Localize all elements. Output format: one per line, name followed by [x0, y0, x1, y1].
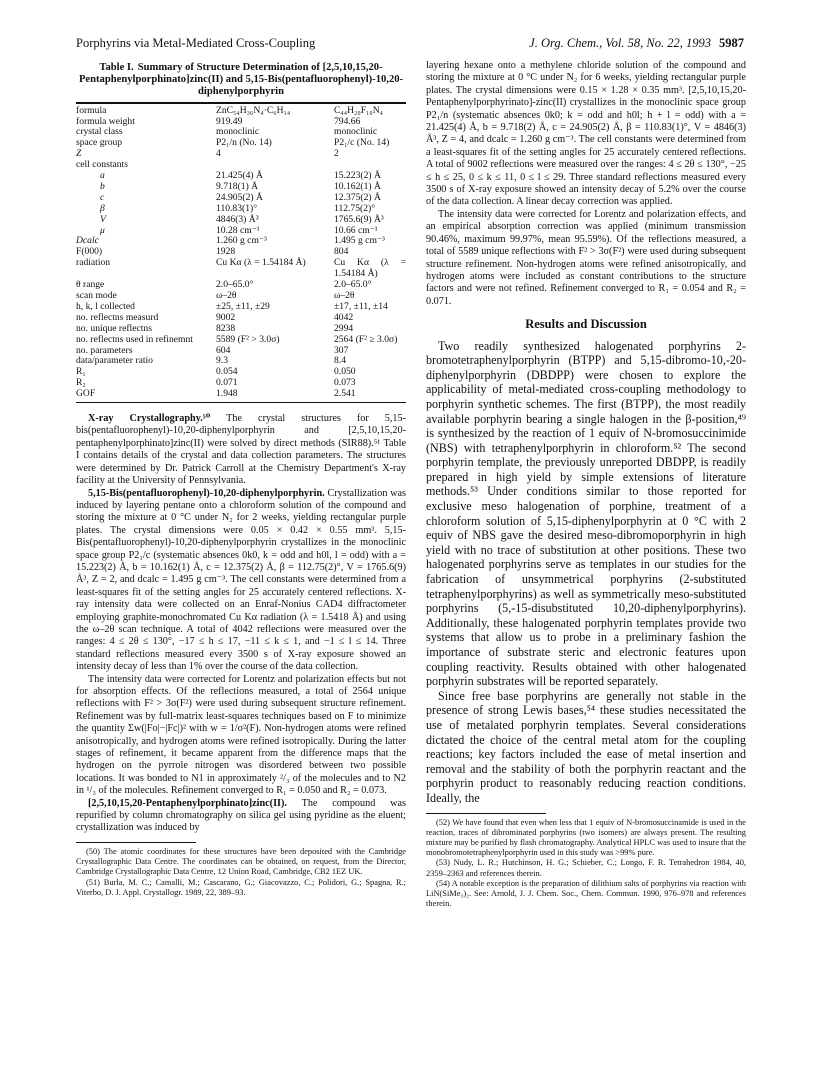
zinc-value: ±25, ±11, ±29 — [216, 300, 270, 312]
right-column — [426, 60, 746, 909]
row-label: h, k, l collected — [76, 300, 135, 312]
footnote-51: (51) Burla, M. C.; Camalli, M.; Cascarano, G.; Giacovazzo, C.; Polidori, G.; Spagna, R.; Viterbo, D. J. Appl. Crystallogr. 1989, 22, 389–93. — [76, 877, 406, 897]
table-row — [76, 236, 406, 247]
bispfp-paragraph — [76, 488, 406, 674]
row-label: data/parameter ratio — [76, 355, 153, 367]
table-row — [76, 324, 406, 335]
row-label: θ range — [76, 279, 105, 291]
running-head-journal — [529, 36, 744, 51]
zinc-value: 4 — [216, 148, 221, 160]
table-top-rule — [76, 102, 406, 104]
zinc-value: Cu Kα (λ = 1.54184 Å) — [216, 257, 306, 269]
free-base-value: ω–2θ — [334, 290, 355, 302]
refinement-paragraph: The intensity data were corrected for Lorentz and polarization effects but not for absorption effects. Of the reflections measured, a total of 2564 unique reflections with F² > 3σ(F²) were used during subsequent structure refinement. Refinement was by full-matrix least-squares techniques based on F to minimize the quantity Σw(|Fo|−|Fc|)² with w = 1/σ²(F). Non-hydrogen atoms were refined anisotropically, and hydrogen atoms were refined isotropically. During the latter stages of refinement, it became apparent from the difference maps that the hydrogen on the pyrrole nitrogen was disordered between two possible locations. It was bonded to N1 in approximately ²/₃ of the molecules and to N2 in ¹/₃ of the molecules. Refinement converged to R₁ = 0.050 and R₂ = 0.073. — [76, 673, 406, 797]
free-base-value: 307 — [334, 344, 349, 356]
free-base-value: C₄₄H₂₀F₁₀N₄ — [334, 104, 384, 116]
zinc-value: 24.905(2) Å — [216, 191, 263, 203]
xray-paragraph — [76, 413, 406, 487]
free-base-value: 112.75(2)° — [334, 202, 376, 214]
zinc-value: 919.49 — [216, 115, 243, 127]
zinc-value: ω–2θ — [216, 290, 237, 302]
free-base-value: monoclinic — [334, 126, 378, 138]
zinc-value: 4846(3) Å³ — [216, 213, 259, 225]
left-column — [76, 60, 406, 898]
free-base-value: 1.495 g cm⁻³ — [334, 235, 385, 247]
free-base-value: 2564 (F² ≥ 3.0σ) — [334, 333, 398, 345]
zinc-value: 5589 (F² > 3.0σ) — [216, 333, 280, 345]
free-base-value: 804 — [334, 246, 349, 258]
results-paragraph-1: Two readily synthesized halogenated porphyrins 2-bromotetraphenylporphyrin (BTPP) and 5,15-dibromo-10,-20-diphenylporphyrin (DBDPP) were chosen to explore the applicability of metal-mediated cross-coupling methodology to porphyrin synthetic schemes. The first (BTPP), the most readily available porphyrin bearing a single halogen in the β-position,⁴⁹ is synthesized by the reaction of 1 equiv of N-bromosuccinimide (NBS) with tetraphenylporphyrin in chloroform.⁵² The second porphyrin template, the previously unreported DBDPP, is readily prepared in high yield by simple extensions of literature methods.⁵³ Under conditions similar to those reported for exclusive meso halogenation of porphine, treatment of a chloroform solution of 5,15-diphenylporphyrin at 0 °C with 2 equiv of NBS gave the desired meso-dibromoporphyrin in high yield with no trace of substitution at other positions. These two halogenated porphyrins serve as templates in our studies for the fabrication of unsymmetrical porphyrins (2-substituted tetraphenylporphyrins) as well as symmetrically meso-substituted porphyrins (5,-15-disubstituted 10,20-diphenylporphyrins). Additionally, these halogenated porphyrin templates provide two systems that allow us to probe in a preliminary fashion the importance of substrate steric and electronic features upon coupling reactivity. Results obtained with other halogenated porphyrin substrates will be reported separately. — [426, 338, 746, 689]
znpp-continued-paragraph: layering hexane onto a methylene chloride solution of the compound and storing the mixture at 0 °C under N₂ for 6 weeks, yielding rectangular purple plates. The crystal dimensions were 0.15 × 1.28 × 0.35 mm³. [2,5,10,15,20-Pentaphenylporphyrinato]-zinc(II) crystallizes in the monoclinic space group P2₁/n (systematic absences 0k0; k = odd and h0l; h + l = odd) with a = 21.425(4) Å, b = 9.718(2) Å, c = 24.905(2) Å, β = 110.83(1)°, V = 4846(3) Å³, Z = 4, and dcalc = 1.260 g cm⁻³. The cell constants were determined from a least-squares fit of the setting angles for 25 accurately centered reflections. A total of 9002 reflections were measured over the ranges: 4 ≤ 2θ ≤ 130°, −25 ≤ h ≤ 25, 0 ≤ k ≤ 11, 0 ≤ l ≤ 29. Three standard reflections measured every 3500 s of X-ray exposure showed an intensity decay of 5.2% over the course of the data collection. A linear decay correction was applied. — [426, 60, 746, 208]
table-row — [76, 215, 406, 226]
row-label: GOF — [76, 388, 96, 400]
zinc-value: 0.071 — [216, 377, 238, 389]
row-label: Dcalc — [76, 235, 99, 247]
zinc-value: 9.3 — [216, 355, 228, 367]
row-label: formula weight — [76, 115, 135, 127]
xray-body: The crystal structures for 5,15-bis(pentafluorophenyl)-10,20-diphenylporphyrin and [2,5,10,15,20-pentaphenylporphinato]zinc(II) were solved by direct methods (SIR88).⁵¹ Table I contains details of the crystal and data collection parameters. The structures were determined by Dr. Patrick Carroll at the Chemistry Department's X-ray facility at the University of Pennsylvania. — [76, 413, 406, 487]
zinc-value: 2.0–65.0° — [216, 279, 254, 291]
free-base-value: 2.0–65.0° — [334, 279, 372, 291]
row-label: F(000) — [76, 246, 103, 258]
zinc-value: 604 — [216, 344, 231, 356]
running-head-title: Porphyrins via Metal-Mediated Cross-Coupling — [76, 36, 316, 50]
znpp-heading: [2,5,10,15,20-Pentaphenylporphinato]zinc(II). — [88, 797, 287, 809]
zinc-value: monoclinic — [216, 126, 260, 138]
row-label: Z — [76, 148, 82, 160]
zinc-value: 21.425(4) Å — [216, 170, 263, 182]
footnote-53: (53) Nudy, L. R.; Hutchinson, H. G.; Schieber, C.; Longo, F. R. Tetrahedron 1984, 40, 2359–2363 and references therein. — [426, 858, 746, 878]
row-label: c — [100, 191, 105, 203]
table-row — [76, 138, 406, 149]
crystal-data-table — [76, 106, 406, 400]
results-paragraph-2: Since free base porphyrins are generally not stable in the presence of strong Lewis bases,⁵⁴ these studies necessitated the use of metalated porphyrin templates. Several considerations dictated the choice of the central metal atom for the coupling reactions; key factors included the ease of metal insertion and removal and the stability of both the porphyrin reactant and the porphyrin product to reasonably reducing reaction conditions. Ideally, the — [426, 688, 746, 805]
row-label: μ — [100, 224, 105, 236]
zinc-value: 0.054 — [216, 366, 238, 378]
zinc-value: 9002 — [216, 311, 236, 323]
bispfp-heading: 5,15-Bis(pentafluorophenyl)-10,20-diphenylporphyrin. — [88, 487, 325, 499]
table-row — [76, 280, 406, 291]
free-base-value: P2₁/c (No. 14) — [334, 137, 390, 149]
zinc-value: ZnC₅₄H₃₆N₄·C₆H₁₄ — [216, 104, 291, 116]
row-label: no. unique reflectns — [76, 322, 152, 334]
free-base-value: 4042 — [334, 311, 354, 323]
running-head — [76, 36, 744, 54]
free-base-value: 10.66 cm⁻¹ — [334, 224, 378, 236]
footnote-rule-right — [426, 813, 546, 814]
footnote-54: (54) A notable exception is the preparation of dilithium salts of porphyrins via reaction with LiN(SiMe₃)₂. See: Arnold, J. J. Chem. Soc., Chem. Commun. 1990, 976–978 and references therein. — [426, 878, 746, 909]
zinc-value: 1.260 g cm⁻³ — [216, 235, 267, 247]
row-label: a — [100, 170, 105, 182]
row-label: cell constants — [76, 159, 128, 171]
row-label: no. reflectns measurd — [76, 311, 159, 323]
table-row — [76, 356, 406, 367]
footnote-50: (50) The atomic coordinates for these structures have been deposited with the Cambridge Crystallographic Data Centre. The coordinates can be obtained, on request, from the Director, Cambridge Crystallographic Data Centre, 12 Union Road, Cambridge, CB2 1EZ UK. — [76, 846, 406, 877]
section-title: Results and Discussion — [525, 317, 647, 332]
table-row — [76, 335, 406, 346]
free-base-value: 15.223(2) Å — [334, 170, 381, 182]
bispfp-body: Crystallization was induced by layering pentane onto a chloroform solution of the compound and storing the mixture at 0 °C under N₂ for 2 weeks, yielding rectangular purple plates. The crystal dimensions were 0.05 × 0.42 × 0.55 mm³. 5,15-Bis(pentafluorophenyl)-10,20-diphenylporphyrin crystallizes in the monoclinic space group P2₁/c (systematic absences 0k0, k = odd and h0l, l = odd) with a = 15.223(2) Å, b = 10.162(1) Å, c = 12.375(2) Å, β = 112.75(2)°, V = 1765.6(9) Å³, Z = 2, and dcalc = 1.495 g cm⁻³. The cell constants were determined from a least-squares fit of the setting angles for 25 accurately centered reflections. X-ray intensity data were collected on an Enraf-Nonius CAD4 diffractometer employing graphite-monochromated Cu Kα radiation (λ = 1.5418 Å) and using the ω–2θ scan technique. A total of 4042 reflections were measured over the ranges: 4 ≤ 2θ ≤ 130°, −17 ≤ h ≤ 17, −11 ≤ k ≤ 1, and −1 ≤ l ≤ 14. Three standard reflections measured every 3500 s of X-ray exposure showed an intensity decay of less than 1% over the course of the data collection. — [76, 487, 407, 673]
free-base-value: 2.541 — [334, 388, 356, 400]
zinc-value: 8238 — [216, 322, 236, 334]
free-base-value: 8.4 — [334, 355, 346, 367]
free-base-value: 0.050 — [334, 366, 356, 378]
znpp-body: The compound was repurified by column chromatography on silica gel using pyridine as the eluent; crystallization was induced by — [76, 797, 406, 834]
row-label: V — [100, 213, 106, 225]
table-label: Table I. — [99, 62, 134, 73]
free-base-value: Cu Kα (λ = 1.54184 Å) — [334, 257, 406, 280]
table-row — [76, 258, 406, 280]
row-label: R₁ — [76, 366, 86, 378]
row-label: no. reflectns used in refinemnt — [76, 333, 193, 345]
table-row — [76, 367, 406, 378]
table-row — [76, 106, 406, 117]
journal-citation: J. Org. Chem., Vol. 58, No. 22, 1993 — [529, 36, 711, 50]
free-base-value: 0.073 — [334, 377, 356, 389]
footnote-rule — [76, 842, 196, 843]
table-caption — [76, 62, 406, 99]
table-bottom-rule — [76, 402, 406, 403]
table-row — [76, 378, 406, 389]
zinc-value: P2₁/n (No. 14) — [216, 137, 272, 149]
zinc-value: 1.948 — [216, 388, 238, 400]
free-base-value: ±17, ±11, ±14 — [334, 300, 388, 312]
free-base-value: 794.66 — [334, 115, 361, 127]
row-label: radiation — [76, 257, 111, 269]
row-label: formula — [76, 104, 107, 116]
intensity-paragraph: The intensity data were corrected for Lorentz and polarization effects, and an empirical absorption correction was applied (minimum transmission 90.46%, maximum 99.97%, mean 95.59%). Of the reflections measured, a total of 5589 unique reflections with F² > 3σ(F²) were used during subsequent structure refinement. Non-hydrogen atoms were refined anisotropically, and hydrogen atoms were included as constant contributions to the structure factors and were not refined. Refinement converged to R₁ = 0.054 and R₂ = 0.071. — [426, 208, 746, 307]
row-label: R₂ — [76, 377, 86, 389]
row-label: space group — [76, 137, 123, 149]
table-row — [76, 389, 406, 400]
free-base-value: 12.375(2) Å — [334, 191, 381, 203]
free-base-value: 1765.6(9) Å³ — [334, 213, 384, 225]
row-label: crystal class — [76, 126, 123, 138]
znpp-paragraph — [76, 798, 406, 835]
page-number: 5987 — [719, 36, 744, 50]
row-label: scan mode — [76, 290, 117, 302]
free-base-value: 10.162(1) Å — [334, 180, 381, 192]
free-base-value: 2994 — [334, 322, 354, 334]
table-title: Summary of Structure Determination of [2,5,10,15,20-Pentaphenylporphinato]zinc(II) and 5,15-Bis(pentafluorophenyl)-10,20-diphenylporphyrin — [78, 62, 404, 98]
row-label: no. parameters — [76, 344, 133, 356]
footnote-52: (52) We have found that even when less that 1 equiv of N-bromosuccinamide is used in the reaction, traces of dibrominated porphyrins (two isomers) are always present. The resulting mixture may be purified by flash chromatography. Analytical HPLC was used to insure that the monobromotetraphenylporphyrin used in this study was >99% pure. — [426, 817, 746, 858]
zinc-value: 1928 — [216, 246, 236, 258]
results-body — [426, 339, 746, 806]
row-label: β — [100, 202, 105, 214]
zinc-value: 10.28 cm⁻¹ — [216, 224, 260, 236]
free-base-value: 2 — [334, 148, 339, 160]
xray-heading: X-ray Crystallography.⁵⁰ — [88, 413, 211, 425]
zinc-value: 9.718(1) Å — [216, 180, 259, 192]
row-label: b — [100, 180, 105, 192]
zinc-value: 110.83(1)° — [216, 202, 258, 214]
